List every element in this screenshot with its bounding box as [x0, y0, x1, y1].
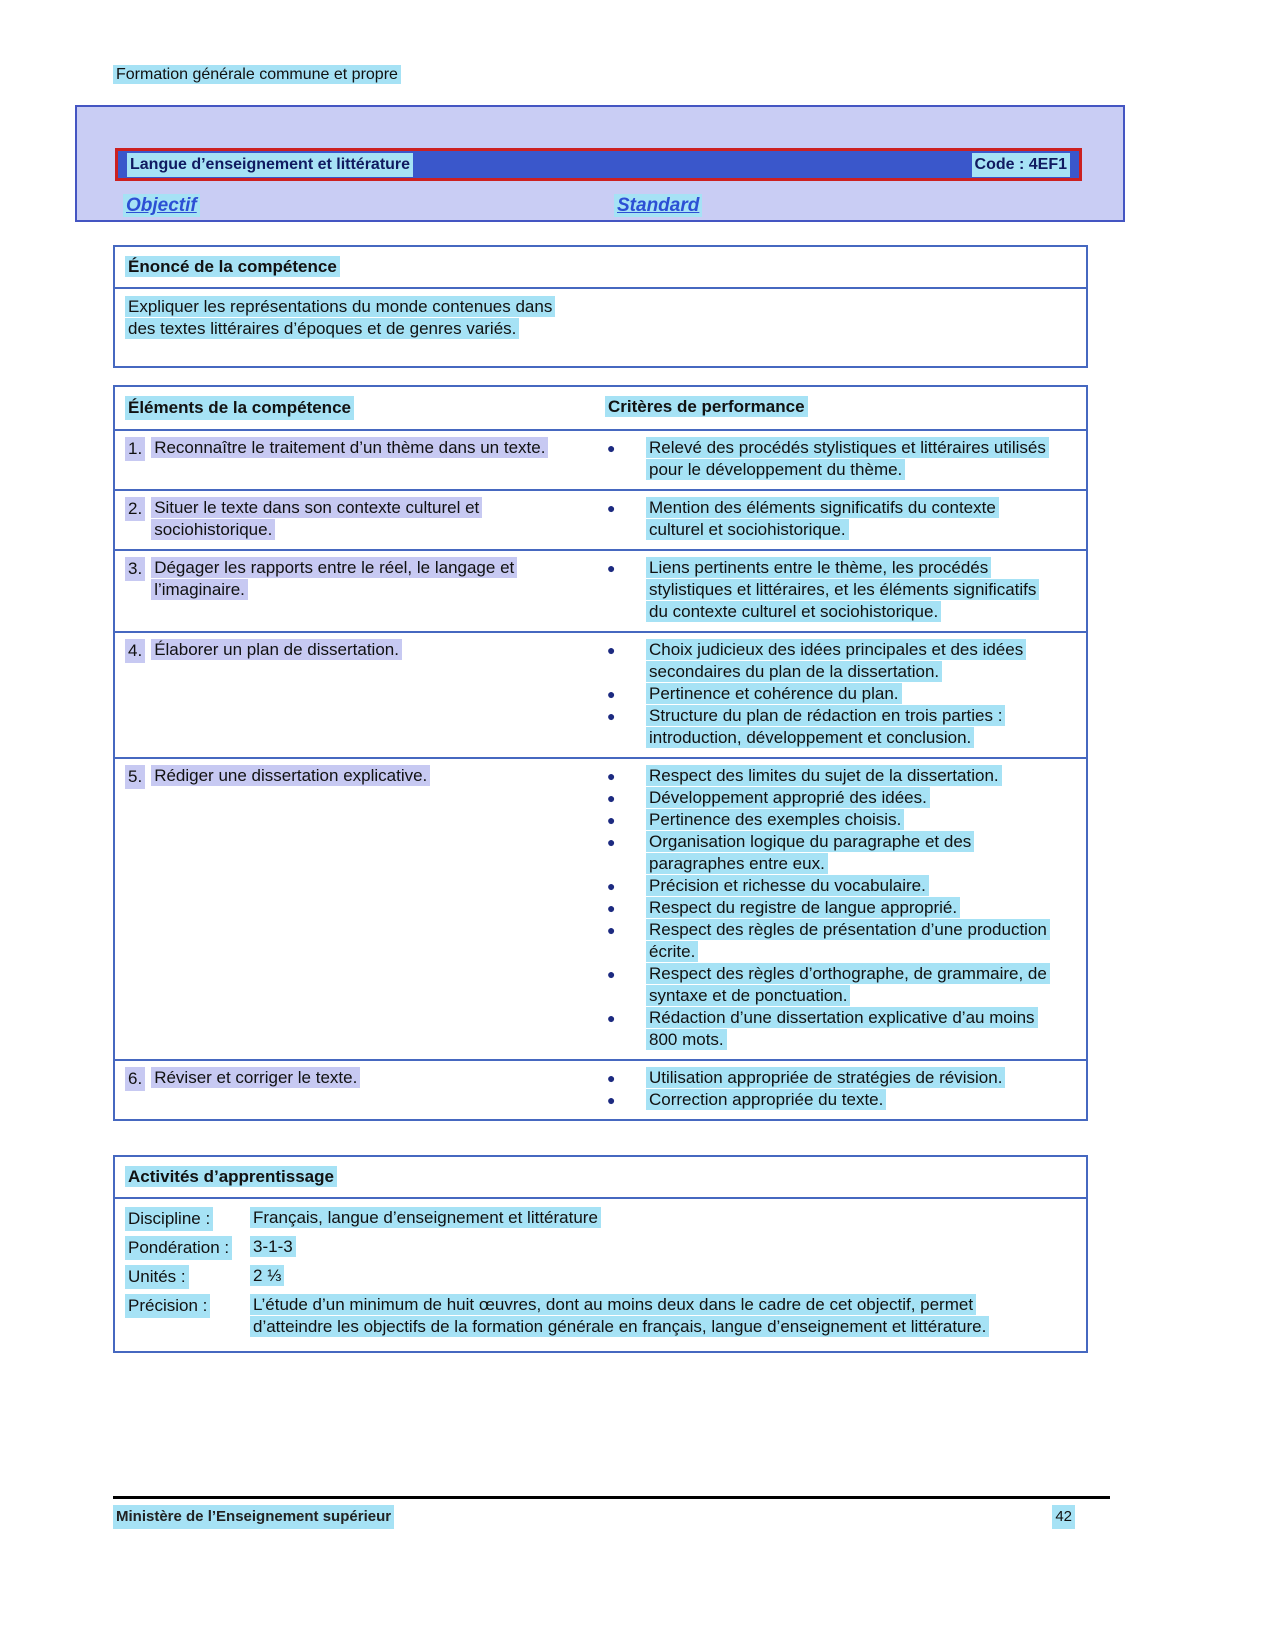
activity-label: Discipline :: [125, 1207, 213, 1231]
course-code: Code : 4EF1: [972, 153, 1070, 177]
criteria-item: [605, 683, 1086, 705]
criteria-text: Développement approprié des idées.: [646, 787, 930, 808]
criteria-item: [605, 897, 1086, 919]
criteria-text: Pertinence des exemples choisis.: [646, 809, 904, 830]
criteria-item: [605, 1007, 1086, 1051]
table-row: [115, 757, 1086, 1059]
criteria-text: Structure du plan de rédaction en trois parties : introduction, développement et conclusion.: [646, 705, 1005, 748]
criteres-header: Critères de performance: [605, 396, 808, 417]
criteria-text: Utilisation appropriée de stratégies de révision.: [646, 1067, 1005, 1088]
bullet-icon: ●: [607, 834, 616, 850]
criteria-text: Pertinence et cohérence du plan.: [646, 683, 902, 704]
objectif-standard-row: [115, 195, 1082, 221]
enonce-body-row: [115, 289, 1086, 350]
criteria-item: [605, 963, 1086, 1007]
criteria-text: Organisation logique du paragraphe et des paragraphes entre eux.: [646, 831, 974, 874]
criteria-item: [605, 705, 1086, 749]
criteria-item: [605, 639, 1086, 683]
element-cell: [115, 765, 593, 1051]
activity-value: Français, langue d’enseignement et littérature: [250, 1207, 601, 1228]
table-row: [115, 549, 1086, 631]
element-number: 1.: [125, 437, 145, 461]
course-title-bar: [115, 148, 1082, 181]
element-number: 4.: [125, 639, 145, 663]
competence-table: [113, 385, 1088, 1121]
activites-body: [115, 1199, 1086, 1351]
bullet-icon: ●: [607, 966, 616, 982]
criteria-text: Respect des règles de présentation d’une production écrite.: [646, 919, 1050, 962]
table-row: [115, 429, 1086, 489]
table-row: [115, 631, 1086, 757]
ministry-name: Ministère de l’Enseignement supérieur: [113, 1505, 394, 1529]
activity-row: [115, 1205, 1086, 1234]
bullet-icon: ●: [607, 708, 616, 724]
running-header: [113, 64, 401, 86]
footer-rule: [113, 1496, 1110, 1499]
bullet-icon: ●: [607, 1070, 616, 1086]
element-cell: [115, 497, 593, 541]
activites-box: [113, 1155, 1088, 1353]
criteria-text: Rédaction d’une dissertation explicative d’au moins 800 mots.: [646, 1007, 1038, 1050]
page-number: 42: [1052, 1505, 1075, 1529]
bullet-icon: ●: [607, 1092, 616, 1108]
bullet-icon: ●: [607, 922, 616, 938]
bullet-icon: ●: [607, 500, 616, 516]
bullet-icon: ●: [607, 878, 616, 894]
activity-value: 3-1-3: [250, 1236, 296, 1257]
activity-label: Unités :: [125, 1265, 189, 1289]
criteria-text: Choix judicieux des idées principales et des idées secondaires du plan de la dissertation.: [646, 639, 1026, 682]
criteria-text: Correction appropriée du texte.: [646, 1089, 886, 1110]
criteria-text: Liens pertinents entre le thème, les procédés stylistiques et littéraires, et les éléments significatifs du contexte culturel et sociohistorique.: [646, 557, 1039, 622]
element-cell: [115, 1067, 593, 1111]
element-cell: [115, 437, 593, 481]
activity-row: [115, 1263, 1086, 1292]
criteria-text: Précision et richesse du vocabulaire.: [646, 875, 929, 896]
enonce-heading: Énoncé de la compétence: [125, 256, 340, 277]
criteria-item: [605, 919, 1086, 963]
bullet-icon: ●: [607, 1010, 616, 1026]
enonce-header-row: [115, 247, 1086, 289]
criteria-cell: [593, 1067, 1086, 1111]
running-header-text: Formation générale commune et propre: [113, 65, 401, 84]
bullet-icon: ●: [607, 642, 616, 658]
criteria-text: Respect du registre de langue approprié.: [646, 897, 960, 918]
element-text: Élaborer un plan de dissertation.: [151, 639, 402, 660]
table-row: [115, 489, 1086, 549]
criteria-item: [605, 765, 1086, 787]
criteria-cell: [593, 765, 1086, 1051]
criteria-item: [605, 557, 1086, 623]
criteria-cell: [593, 639, 1086, 749]
enonce-body-text: Expliquer les représentations du monde contenues dans des textes littéraires d’époques et de genres variés.: [125, 296, 555, 339]
element-text: Situer le texte dans son contexte culturel et sociohistorique.: [151, 497, 482, 540]
bullet-icon: ●: [607, 768, 616, 784]
criteria-text: Mention des éléments significatifs du contexte culturel et sociohistorique.: [646, 497, 999, 540]
activity-value: L’étude d’un minimum de huit œuvres, dont au moins deux dans le cadre de cet objectif, permet d’atteindre les objectifs de la formation générale en français, langue d’enseignement et littérature.: [250, 1294, 989, 1337]
objectif-heading: Objectif: [123, 194, 200, 217]
criteria-cell: [593, 557, 1086, 623]
competence-table-header: [115, 387, 1086, 429]
criteria-cell: [593, 497, 1086, 541]
bullet-icon: ●: [607, 812, 616, 828]
element-number: 3.: [125, 557, 145, 581]
activity-value: 2 ⅓: [250, 1265, 284, 1286]
criteria-item: [605, 437, 1086, 481]
course-title: Langue d’enseignement et littérature: [127, 153, 413, 177]
activity-row: [115, 1234, 1086, 1263]
element-text: Réviser et corriger le texte.: [151, 1067, 360, 1088]
element-text: Rédiger une dissertation explicative.: [151, 765, 430, 786]
criteria-item: [605, 787, 1086, 809]
bullet-icon: ●: [607, 560, 616, 576]
element-text: Reconnaître le traitement d’un thème dans un texte.: [151, 437, 548, 458]
criteria-item: [605, 1089, 1086, 1111]
enonce-box: [113, 245, 1088, 368]
criteria-text: Respect des règles d’orthographe, de grammaire, de syntaxe et de ponctuation.: [646, 963, 1050, 1006]
criteria-item: [605, 809, 1086, 831]
title-banner: [75, 105, 1125, 222]
criteria-item: [605, 1067, 1086, 1089]
criteria-text: Relevé des procédés stylistiques et littéraires utilisés pour le développement du thème.: [646, 437, 1049, 480]
criteres-header-cell: [593, 396, 1086, 420]
element-number: 6.: [125, 1067, 145, 1091]
element-cell: [115, 639, 593, 749]
element-number: 5.: [125, 765, 145, 789]
criteria-cell: [593, 437, 1086, 481]
bullet-icon: ●: [607, 440, 616, 456]
standard-heading: Standard: [614, 194, 702, 217]
table-row: [115, 1059, 1086, 1119]
bullet-icon: ●: [607, 790, 616, 806]
element-cell: [115, 557, 593, 623]
activity-label: Précision :: [125, 1294, 210, 1318]
activity-label: Pondération :: [125, 1236, 232, 1260]
elements-header-cell: [115, 396, 593, 420]
element-text: Dégager les rapports entre le réel, le langage et l’imaginaire.: [151, 557, 517, 600]
elements-header: Éléments de la compétence: [125, 396, 354, 420]
bullet-icon: ●: [607, 686, 616, 702]
activity-row: [115, 1292, 1086, 1341]
activites-header-row: [115, 1157, 1086, 1199]
activites-heading: Activités d’apprentissage: [125, 1166, 337, 1187]
criteria-item: [605, 497, 1086, 541]
criteria-item: [605, 875, 1086, 897]
element-number: 2.: [125, 497, 145, 521]
criteria-item: [605, 831, 1086, 875]
footer: [113, 1505, 1075, 1529]
bullet-icon: ●: [607, 900, 616, 916]
criteria-text: Respect des limites du sujet de la dissertation.: [646, 765, 1002, 786]
